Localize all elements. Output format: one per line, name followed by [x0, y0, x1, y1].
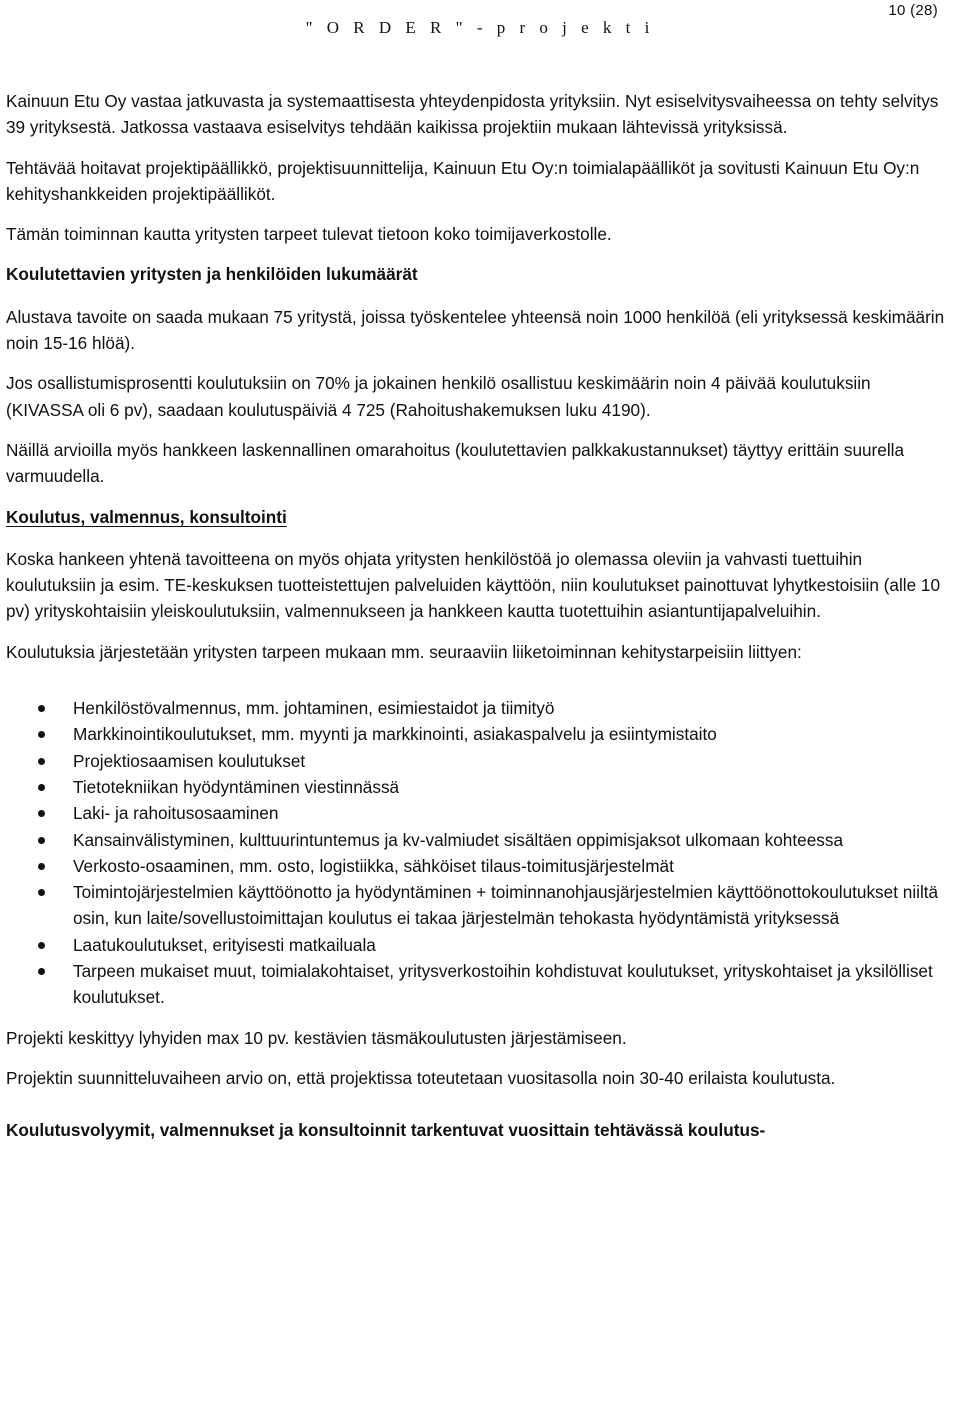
bullet-icon — [38, 968, 45, 975]
list-item — [6, 958, 951, 1011]
bullet-icon — [38, 784, 45, 791]
paragraph: Koska hankeen yhtenä tavoitteena on myös ohjata yritysten henkilöstöä jo olemassa oleviin ja vahvasti tuettuihin koulutuksiin ja esim. TE-keskuksen tuotteistettujen palveluiden käyttöön, niin koulutukset painottuvat lyhytkestoisiin (alle 10 pv) yrityskohtaisiin yleiskoulutuksiin, valmennukseen ja hankkeen kautta tuotettuihin asiantuntijapalveluihin. — [6, 548, 941, 622]
page-number: 10 (28) — [888, 2, 938, 19]
list-item — [6, 721, 951, 747]
bullet-list — [6, 695, 951, 1011]
list-item-text: Laki- ja rahoitusosaaminen — [73, 803, 279, 824]
section-heading: Koulutettavien yritysten ja henkilöiden lukumäärät — [6, 264, 418, 285]
list-item — [6, 800, 951, 826]
paragraph: Näillä arvioilla myös hankkeen laskennallinen omarahoitus (koulutettavien palkkakustannukset) täyttyy erittäin suurella varmuudella. — [6, 439, 905, 487]
bullet-icon — [38, 810, 45, 817]
section-heading: Koulutusvolyymit, valmennukset ja konsultoinnit tarkentuvat vuosittain tehtävässä koulutus- — [6, 1120, 766, 1141]
list-item-text: Laatukoulutukset, erityisesti matkailuala — [73, 934, 376, 955]
list-item-text: Tarpeen mukaiset muut, toimialakohtaiset, yritysverkostoihin kohdistuvat koulutukset, yrityskohtaiset ja yksilölliset koulutukset. — [73, 961, 933, 1008]
list-item-text: Projektiosaamisen koulutukset — [73, 750, 306, 771]
document-body — [6, 88, 951, 1160]
list-item — [6, 932, 951, 958]
list-item — [6, 695, 951, 721]
bullet-icon — [38, 837, 45, 844]
bullet-icon — [38, 758, 45, 765]
paragraph: Projektin suunnitteluvaiheen arvio on, että projektissa toteutetaan vuositasolla noin 30-40 erilaista koulutusta. — [6, 1067, 836, 1088]
bullet-icon — [38, 731, 45, 738]
section-heading: Koulutus, valmennus, konsultointi — [6, 506, 287, 527]
paragraph: Koulutuksia järjestetään yritysten tarpeen mukaan mm. seuraaviin liiketoiminnan kehitystarpeisiin liittyen: — [6, 641, 802, 662]
list-item-text: Kansainvälistyminen, kulttuurintuntemus ja kv-valmiudet sisältäen oppimisjaksot ulkomaan kohteessa — [73, 829, 843, 850]
paragraph: Alustava tavoite on saada mukaan 75 yritystä, joissa työskentelee yhteensä noin 1000 henkilöä (eli yrityksessä keskimäärin noin 15-16 hlöä). — [6, 306, 945, 354]
bullet-icon — [38, 889, 45, 896]
running-header: " O R D E R " - p r o j e k t i — [305, 18, 655, 37]
list-item-text: Toimintojärjestelmien käyttöönotto ja hyödyntäminen + toiminnanohjausjärjestelmien käyttöönottokoulutukset niiltä osin, kun laite/sovellustoimittajan koulutus ei takaa järjestelmän tehokasta hyödyntämistä yrityksessä — [73, 882, 939, 929]
paragraph: Tehtävää hoitavat projektipäällikkö, projektisuunnittelija, Kainuun Etu Oy:n toimialapäälliköt ja sovitusti Kainuun Etu Oy:n kehityshankkeiden projektipäälliköt. — [6, 157, 920, 204]
paragraph: Kainuun Etu Oy vastaa jatkuvasta ja systemaattisesta yhteydenpidosta yrityksiin. Nyt esiselvitysvaiheessa on tehty selvitys 39 yrityksestä. Jatkossa vastaava esiselvitys tehdään kaikissa projektiin mukaan lähtevissä yrityksissä. — [6, 91, 939, 138]
list-item-text: Markkinointikoulutukset, mm. myynti ja markkinointi, asiakaspalvelu ja esiintymistaito — [73, 724, 717, 745]
paragraph: Tämän toiminnan kautta yritysten tarpeet tulevat tietoon koko toimijaverkostolle. — [6, 224, 612, 245]
list-item — [6, 879, 951, 932]
bullet-icon — [38, 705, 45, 712]
list-item — [6, 748, 951, 774]
list-item-text: Tietotekniikan hyödyntäminen viestinnässä — [73, 776, 400, 797]
list-item — [6, 827, 951, 853]
list-item-text: Verkosto-osaaminen, mm. osto, logistiikka, sähköiset tilaus-toimitusjärjestelmät — [73, 855, 674, 876]
bullet-icon — [38, 863, 45, 870]
list-item — [6, 853, 951, 879]
list-item-text: Henkilöstövalmennus, mm. johtaminen, esimiestaidot ja tiimityö — [73, 698, 555, 719]
list-item — [6, 774, 951, 800]
bullet-icon — [38, 942, 45, 949]
paragraph: Projekti keskittyy lyhyiden max 10 pv. kestävien täsmäkoulutusten järjestämiseen. — [6, 1027, 627, 1048]
paragraph: Jos osallistumisprosentti koulutuksiin on 70% ja jokainen henkilö osallistuu keskimäärin noin 4 päivää koulutuksiin (KIVASSA oli 6 pv), saadaan koulutuspäiviä 4 725 (Rahoitushakemuksen luku 4190). — [6, 373, 871, 420]
